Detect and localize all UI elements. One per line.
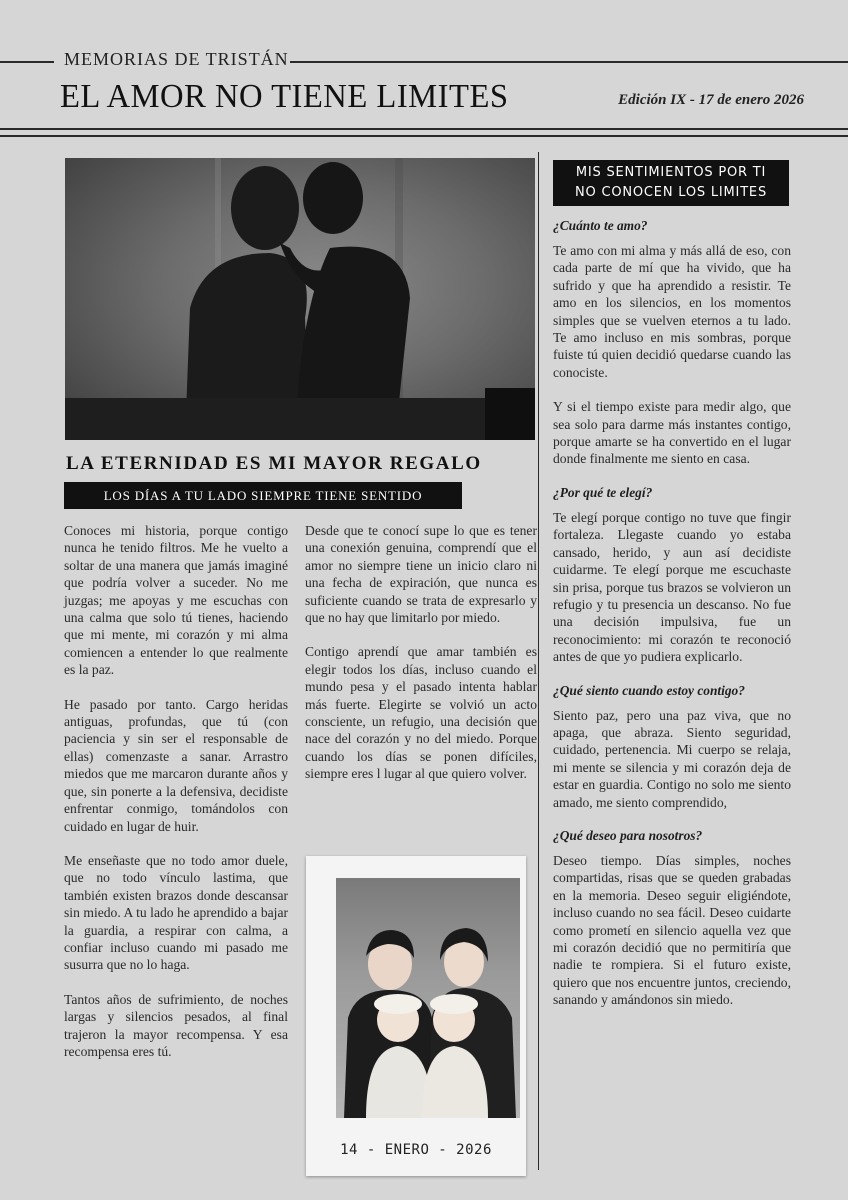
sidebar-title-line1: MIS SENTIMIENTOS POR TI bbox=[575, 165, 767, 180]
paragraph: Contigo aprendí que amar también es elegir todos los días, incluso cuando el mundo pesa y el pasado intenta hablar más fuerte. Elegirte se volvió un acto consciente, un refugio, una decisión que nace del corazón y no del miedo. Porque cuando los días se ponen difíciles, siempre eres l lugar al que quiero volver. bbox=[305, 644, 537, 782]
paragraph: Conoces mi historia, porque contigo nunca he tenido filtros. Me he vuelto a soltar de una manera que jamás imaginé que podría volver a suceder. No me juzgas; me apoyas y me escuchas con una calma que solo tú tienes, haciendo que mi mente, mi corazón y mi alma comiencen a entender lo que realmente es la paz. bbox=[64, 523, 288, 678]
sidebar-paragraph: Y si el tiempo existe para medir algo, que sea solo para darme más instantes contigo, porque amarte se ha convertido en el lugar donde finalmente me siento en casa. bbox=[553, 399, 791, 467]
column-divider bbox=[538, 152, 539, 1170]
article-column-a bbox=[64, 522, 288, 1077]
edition-date: Edición IX - 17 de enero 2026 bbox=[618, 92, 804, 108]
masthead-double-rule bbox=[0, 128, 848, 142]
polaroid-caption: 14 - ENERO - 2026 bbox=[340, 1142, 492, 1158]
masthead-rule-right bbox=[290, 61, 848, 63]
sidebar-title bbox=[553, 160, 789, 206]
polaroid-photo bbox=[306, 856, 526, 1176]
sidebar-paragraph: Te amo con mi alma y más allá de eso, con cada parte de mí que ha vivido, que ha sufrido y que ha aprendido a resistir. Te amo en los silencios, en los momentos simples que se vuelven eternos a tu lado. Te amo incluso en mis sombras, porque fuiste tú quien decidió quedarse cuando las conociste. bbox=[553, 243, 791, 380]
paragraph: Desde que te conocí supe lo que es tener una conexión genuina, comprendí que el amor no siempre tiene un inicio claro ni una fecha de expiración, que nunca es suficiente cuando se trata de expresarlo y que no hay que limitarlo por miedo. bbox=[305, 523, 537, 626]
sidebar-paragraph: Te elegí porque contigo no tuve que fingir fortaleza. Llegaste cuando yo estaba cansado, herido, y aun así decidiste cuidarme. Te elegí porque me escuchaste sin prisa, porque tus brazos se volvieron un refugio y tu presencia un descanso. No fue una decisión impulsiva, fue un reconocimiento: mi corazón te reconoció antes de que yo pudiera explicarlo. bbox=[553, 509, 791, 665]
page-title: EL AMOR NO TIENE LIMITES bbox=[60, 78, 509, 115]
sidebar-question: ¿Qué siento cuando estoy contigo? bbox=[553, 682, 745, 698]
article-subhead: LOS DÍAS A TU LADO SIEMPRE TIENE SENTIDO bbox=[64, 482, 462, 509]
paragraph: Tantos años de sufrimiento, de noches largas y silencios pesados, al final trajeron la mayor recompensa. Y esa recompensa eres tú. bbox=[64, 991, 288, 1059]
sidebar-title-line2: NO CONOCEN LOS LIMITES bbox=[574, 185, 768, 200]
masthead-rule-left bbox=[0, 61, 54, 63]
article-column-b bbox=[305, 522, 537, 800]
paragraph: Me enseñaste que no todo amor duele, que no todo vínculo lastima, que también existen brazos donde descansar sin miedo. A tu lado he aprendido a bajar la guardia, a respirar con calma, a confiar incluso cuando mi pasado me susurra que no lo haga. bbox=[64, 852, 288, 973]
sidebar-paragraph: Deseo tiempo. Días simples, noches compartidas, risas que se queden grabadas en la memoria. Deseo seguir eligiéndote, incluso cuando no sea fácil. Deseo cuidarte como prometí en silencio aquella vez que mi corazón decidió que no permitiría que nadie te rompiera. Si el futuro existe, quiero que nos encuentre juntos, creciendo, sanando y amándonos sin miedo. bbox=[553, 852, 791, 1008]
sidebar-question: ¿Cuánto te amo? bbox=[553, 218, 648, 233]
family-photo bbox=[336, 878, 520, 1118]
sidebar-paragraph: Siento paz, pero una paz viva, que no apaga, que abraza. Siento seguridad, cuidado, pertenencia. Mi cuerpo se relaja, mi mente se silencia y mi corazón deja de estar en guardia. Contigo no solo me siento amado, me siento comprendido, bbox=[553, 707, 791, 810]
hero-photo bbox=[65, 158, 535, 440]
family-illustration bbox=[336, 878, 520, 1118]
sidebar-question: ¿Qué deseo para nosotros? bbox=[553, 827, 703, 843]
sidebar-question: ¿Por qué te elegí? bbox=[553, 484, 653, 500]
article-headline: LA ETERNIDAD ES MI MAYOR REGALO bbox=[66, 453, 482, 474]
sidebar-column bbox=[553, 218, 791, 1026]
masthead bbox=[0, 46, 848, 74]
paragraph: He pasado por tanto. Cargo heridas antiguas, profundas, que tú (con paciencia y sin ser el responsable de ellas) comenzaste a sanar. Arrastro miedos que me marcaron durante años y que, sin ponerte a la defensiva, decidiste enfrentar conmigo, tomándolos con cuidado en lugar de huir. bbox=[64, 696, 288, 834]
silhouette-illustration bbox=[65, 158, 535, 440]
masthead-kicker: MEMORIAS DE TRISTÁN bbox=[64, 49, 289, 69]
